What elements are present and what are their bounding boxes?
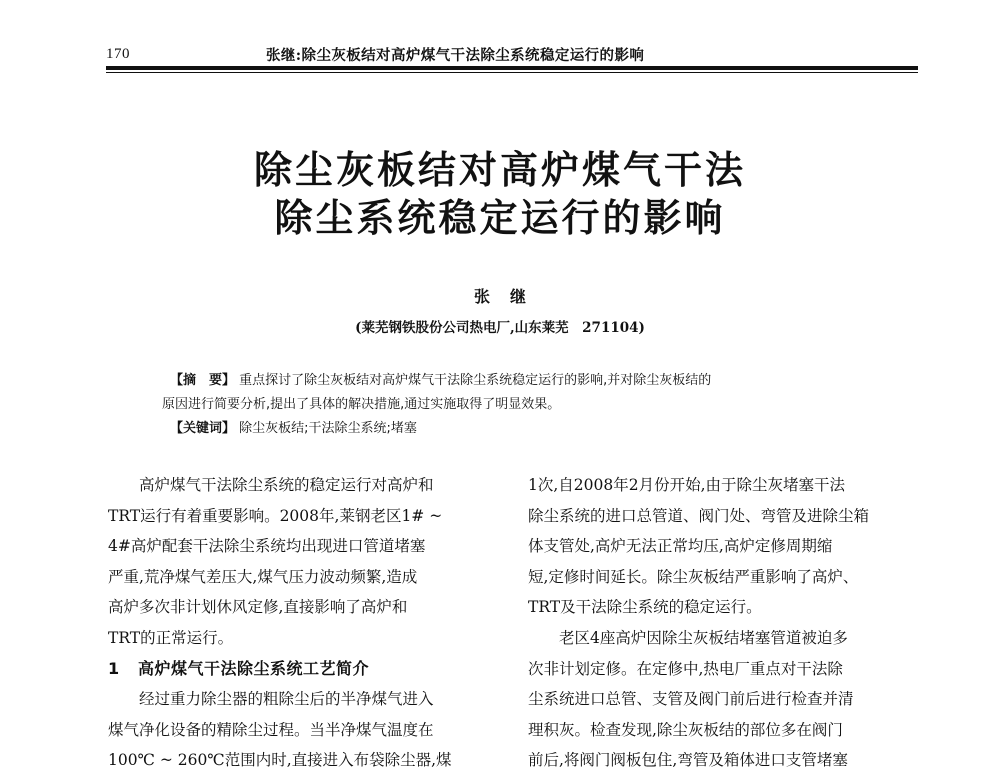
body-line: 老区4座高炉因除尘灰板结堵塞管道被迫多 bbox=[559, 628, 848, 647]
author-affiliation: (莱芜钢铁股份公司热电厂,山东莱芜 271104) bbox=[355, 320, 645, 336]
header-rule-thick bbox=[106, 66, 918, 70]
page-number: 170 bbox=[106, 46, 130, 62]
body-line: 经过重力除尘器的粗除尘后的半净煤气进入 bbox=[139, 690, 434, 709]
body-line: TRT的正常运行。 bbox=[108, 628, 234, 647]
section-number: 1 bbox=[108, 658, 120, 678]
body-line: 高炉煤气干法除尘系统的稳定运行对高炉和 bbox=[139, 476, 434, 494]
body-line: 尘系统进口总管、支管及阀门前后进行检查并清 bbox=[528, 690, 854, 709]
body-line: 体支管处,高炉无法正常均压,高炉定修周期缩 bbox=[528, 537, 833, 556]
author-name: 张继 bbox=[473, 287, 546, 306]
body-line: 煤气净化设备的精除尘过程。当半净煤气温度在 bbox=[108, 720, 434, 739]
abstract-text-1: 重点探讨了除尘灰板结对高炉煤气干法除尘系统稳定运行的影响,并对除尘灰板结的 bbox=[239, 373, 712, 388]
title-line-1: 除尘灰板结对高炉煤气干法 bbox=[253, 147, 746, 192]
body-line: 除尘系统的进口总管道、阀门处、弯管及进除尘箱 bbox=[528, 506, 870, 525]
body-line: TRT及干法除尘系统的稳定运行。 bbox=[528, 598, 762, 617]
keywords-label: 【关键词】 bbox=[170, 421, 236, 436]
body-line: TRT运行有着重要影响。2008年,莱钢老区1# ~ bbox=[108, 506, 443, 525]
abstract bbox=[162, 369, 870, 441]
header-rule-thin bbox=[106, 72, 918, 73]
section-title: 高炉煤气干法除尘系统工艺简介 bbox=[138, 658, 370, 678]
title-line-2: 除尘系统稳定运行的影响 bbox=[274, 195, 726, 240]
article-title bbox=[0, 146, 1000, 242]
abstract-label: 【摘 要】 bbox=[170, 373, 236, 388]
running-header bbox=[106, 40, 916, 62]
section-heading bbox=[108, 654, 498, 685]
body-line: 理积灰。检查发现,除尘灰板结的部位多在阀门 bbox=[528, 720, 843, 739]
keywords-line bbox=[170, 417, 870, 441]
body-column-right bbox=[528, 470, 918, 776]
keywords-text: 除尘灰板结;干法除尘系统;堵塞 bbox=[239, 421, 417, 436]
body-line: 1次,自2008年2月份开始,由于除尘灰堵塞干法 bbox=[528, 476, 846, 494]
body-line: 严重,荒净煤气差压大,煤气压力波动频繁,造成 bbox=[108, 567, 418, 586]
abstract-line-2: 原因进行简要分析,提出了具体的解决措施,通过实施取得了明显效果。 bbox=[162, 397, 561, 412]
body-column-left bbox=[108, 470, 498, 776]
running-title: 张继:除尘灰板结对高炉煤气干法除尘系统稳定运行的影响 bbox=[266, 47, 645, 64]
abstract-line-1 bbox=[170, 369, 870, 393]
body-line: 4#高炉配套干法除尘系统均出现进口管道堵塞 bbox=[108, 537, 426, 556]
body-line: 高炉多次非计划休风定修,直接影响了高炉和 bbox=[108, 598, 408, 617]
body-line: 100℃ ~ 260℃范围内时,直接进入布袋除尘器,煤 bbox=[108, 751, 452, 770]
body-line: 前后,将阀门阀板包住,弯管及箱体进口支管堵塞 bbox=[528, 751, 848, 770]
body-line: 次非计划定修。在定修中,热电厂重点对干法除 bbox=[528, 659, 843, 678]
body-line: 短,定修时间延长。除尘灰板结严重影响了高炉、 bbox=[528, 567, 859, 586]
